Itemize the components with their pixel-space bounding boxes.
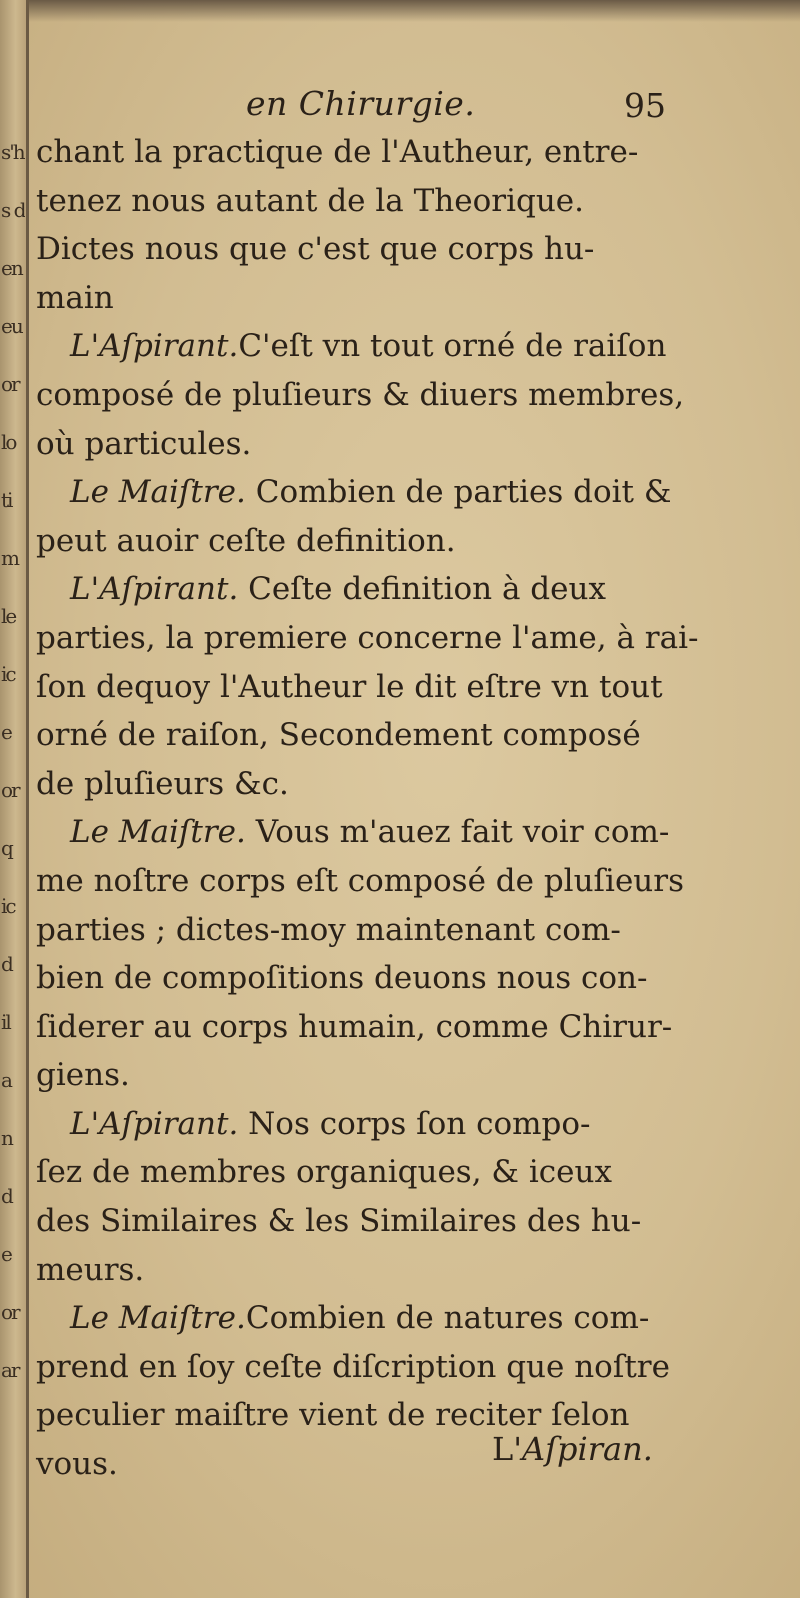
text-line [36,711,686,760]
gutter-fragment: ti [1,488,12,512]
line-text: parties, la premiere concerne l'ame, à rai- [36,619,699,656]
text-line [36,1246,686,1295]
line-text: vous. [36,1446,118,1483]
line-text: meurs. [36,1251,145,1288]
text-line [36,614,699,663]
line-text: peculier maiſtre vient de reciter ſelon [36,1397,630,1434]
line-text: Vous m'auez fait voir com- [245,814,670,851]
gutter-fragment: a [1,1068,11,1092]
line-text: où particules. [36,425,252,462]
text-line [36,1100,686,1149]
line-text: prend en ſoy ceſte diſcription que noſtre [36,1348,670,1385]
text-line [36,1148,686,1197]
text-line [36,274,686,323]
gutter-facing-page [0,0,29,1598]
gutter-fragment: en [1,256,22,280]
line-text: giens. [36,1057,130,1094]
text-line [36,420,686,469]
line-text: C'eſt vn tout orné de raiſon [238,328,667,365]
line-text: ſon dequoy l'Autheur le dit eſtre vn tout [36,668,663,705]
gutter-fragment: ar [1,1358,19,1382]
text-line [36,663,686,712]
line-text: main [36,279,114,316]
gutter-fragment: q [1,836,12,860]
gutter-fragment: eu [1,314,22,338]
gutter-fragment: e [1,720,11,744]
line-text: orné de raiſon, Secondement composé [36,717,641,754]
running-head: en Chirurgie. [246,84,476,123]
line-text: tenez nous autant de la Theorique. [36,182,585,219]
gutter-fragment: s'h [1,140,24,164]
gutter-fragment: n [1,1126,12,1150]
gutter-fragment: m [1,546,18,570]
gutter-fragment: or [1,778,19,802]
text-line [36,517,686,566]
line-text: ſez de membres organiques, & iceux [36,1154,612,1191]
line-text: Combien de natures com- [245,1300,650,1337]
text-line [36,857,686,906]
text-line [36,371,686,420]
line-text: parties ; dictes-moy maintenant com- [36,911,621,948]
line-text: chant la practique de l'Autheur, entre- [36,134,639,170]
line-text: Combien de parties doit & [245,474,672,511]
line-text: Ceſte definition à deux [238,571,606,608]
speaker-label: L'Aſpirant. [70,1105,239,1142]
text-line [36,177,686,226]
speaker-label: Le Maiſtre. [70,1300,246,1337]
text-line [36,808,686,857]
line-text: bien de compoſitions deuons nous con- [36,960,648,997]
text-line [36,1343,686,1392]
line-text: de pluſieurs &c. [36,765,289,802]
gutter-fragment: il [1,1010,10,1034]
gutter-fragment: ic [1,662,15,686]
text-line [36,128,686,177]
speaker-label: Le Maiſtre. [70,474,246,511]
line-text: Dictes nous que c'est que corps hu- [36,231,595,268]
text-line [36,1197,686,1246]
text-line [36,322,686,371]
speaker-label: L'Aſpirant. [70,571,239,608]
line-text: des Similaires & les Similaires des hu- [36,1203,642,1240]
gutter-fragment: s d [1,198,25,222]
text-line [36,1294,686,1343]
line-text: peut auoir ceſte definition. [36,522,456,559]
gutter-fragment: or [1,372,19,396]
page-number: 95 [624,86,666,125]
catchword-italic: Aſpiran. [522,1430,653,1468]
line-text: composé de pluſieurs & diuers membres, [36,376,685,413]
text-line [36,760,686,809]
line-text: me noſtre corps eſt composé de pluſieurs [36,862,684,899]
line-text: Nos corps ſon compo- [238,1105,591,1142]
gutter-fragment: d [1,1184,12,1208]
text-line [36,954,686,1003]
catchword-prefix: L' [492,1430,523,1468]
line-text: ſiderer au corps humain, comme Chirur- [36,1008,673,1045]
catchword [492,1430,653,1468]
text-line [36,565,686,614]
gutter-fragment: ic [1,894,15,918]
body-text [36,128,699,1489]
gutter-fragment: lo [1,430,16,454]
speaker-label: Le Maiſtre. [70,814,246,851]
gutter-fragment: e [1,1242,11,1266]
gutter-fragment: or [1,1300,19,1324]
text-line [36,468,686,517]
text-line [36,1051,686,1100]
gutter-fragment: d [1,952,12,976]
text-line [36,1003,686,1052]
speaker-label: L'Aſpirant. [70,328,239,365]
text-line [36,225,686,274]
page-top-shadow [0,0,800,22]
text-line [36,906,686,955]
gutter-fragment: le [1,604,16,628]
